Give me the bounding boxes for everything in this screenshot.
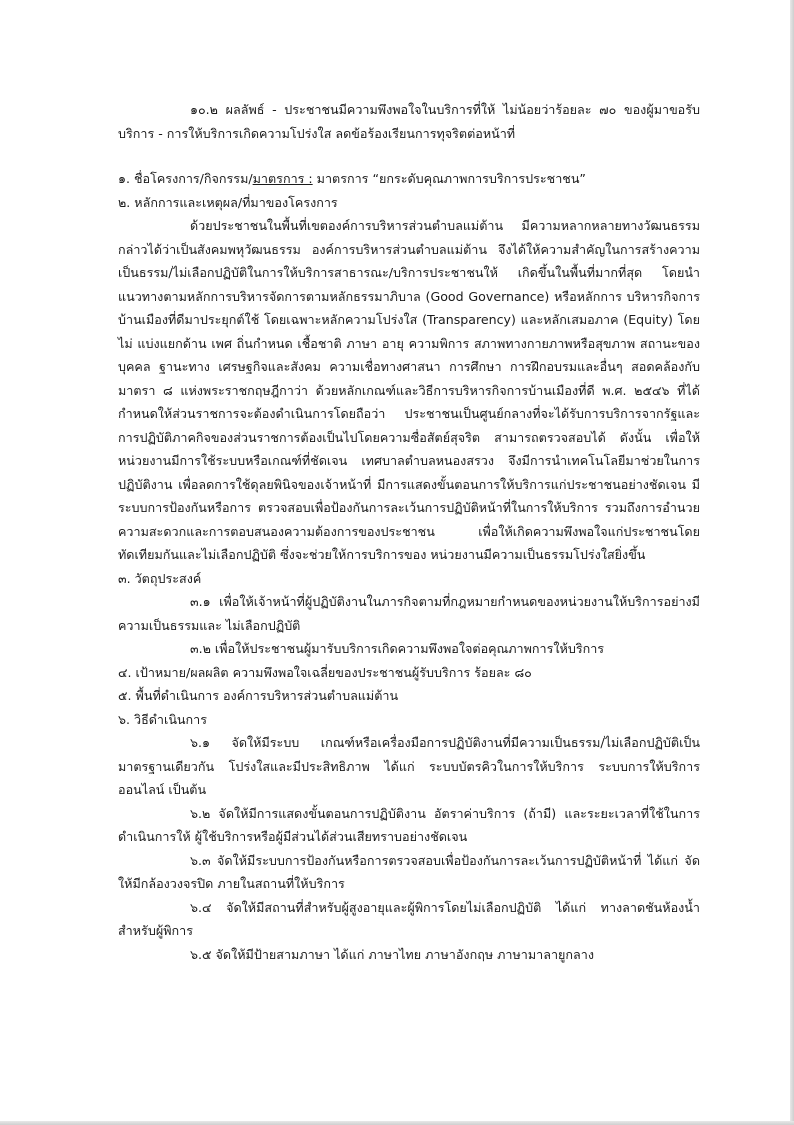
item3-2: ๓.๒ เพื่อให้ประชาชนผู้มารับบริการเกิดความพึงพอใจต่อคุณภาพการให้บริการ [190, 641, 605, 656]
item1-title [118, 167, 700, 191]
result-paragraph: ๑๐.๒ ผลลัพธ์ - ประชาชนมีความพึงพอใจในบริการที่ให้ ไม่น้อยว่าร้อยละ ๗๐ ของผู้มาขอรับบริการ - การให้บริการเกิดความโปร่งใส ลดข้อร้องเรียนการทุจริตต่อหน้าที่ [118, 102, 700, 141]
item6-1: ๖.๑ จัดให้มีระบบ เกณฑ์หรือเครื่องมือการปฏิบัติงานที่มีความเป็นธรรม/ไม่เลือกปฏิบัติเป็นมาตรฐานเดียวกัน โปร่งใสและมีประสิทธิภาพ ได้แก่ ระบบบัตรคิวในการให้บริการ ระบบการให้บริการออนไลน์ เป็นต้น [118, 735, 700, 797]
item2-body: ด้วยประชาชนในพื้นที่เขตองค์การบริหารส่วนตำบลแม่ต้าน มีความหลากหลายทางวัฒนธรรม กล่าวได้ว่าเป็นสังคมพหุวัฒนธรรม องค์การบริหารส่วนตำบลแม่ต้าน จึงได้ให้ความสำคัญในการสร้างความเป็นธรรม/ไม่เลือกปฏิบัติในการให้บริการสาธารณะ/บริการประชาชนให้ เกิดขึ้นในพื้นที่มากที่สุด โดยนำแนวทางตามหลักการบริหารจัดการตามหลักธรรมาภิบาล (Good Governance) หรือหลักการ บริหารกิจการบ้านเมืองที่ดีมาประยุกต์ใช้ โดยเฉพาะหลักความโปร่งใส (Transparency) และหลักเสมอภาค (Equity) โดยไม่ แบ่งแยกด้าน เพศ ถิ่นกำหนด เชื้อชาติ ภาษา อายุ ความพิการ สภาพทางกายภาพหรือสุขภาพ สถานะของบุคคล ฐานะทาง เศรษฐกิจและสังคม ความเชื่อทางศาสนา การศึกษา การฝึกอบรมและอื่นๆ สอดคล้องกับมาตรา ๘ แห่งพระราชกฤษฎีกาว่า ด้วยหลักเกณฑ์และวิธีการบริหารกิจการบ้านเมืองที่ดี พ.ศ. ๒๕๔๖ ที่ได้กำหนดให้ส่วนราชการจะต้องดำเนินการโดยถือว่า ประชาชนเป็นศูนย์กลางที่จะได้รับการบริการจากรัฐและการปฏิบัติภาคกิจของส่วนราชการต้องเป็นไปโดยความซื่อสัตย์สุจริต สามารถตรวจสอบได้ ดังนั้น เพื่อให้หน่วยงานมีการใช้ระบบหรือเกณฑ์ที่ชัดเจน เทศบาลตำบลหนองสรวง จึงมีการนำเทคโนโลยีมาช่วยในการปฏิบัติงาน เพื่อลดการใช้ดุลยพินิจของเจ้าหน้าที่ มีการแสดงขั้นตอนการให้บริการแก่ประชาชนอย่างชัดเจน มีระบบการป้องกันหรือการ ตรวจสอบเพื่อป้องกันการละเว้นการปฏิบัติหน้าที่ในการให้บริการ รวมถึงการอำนวยความสะดวกและการตอบสนองความต้องการของประชาชน เพื่อให้เกิดความพึงพอใจแก่ประชาชนโดยทัดเทียมกันและไม่เลือกปฏิบัติ ซึ่งจะช่วยให้การบริการของ หน่วยงานมีความเป็นธรรมโปร่งใสยิ่งขึ้น [118, 218, 700, 562]
item6-3: ๖.๓ จัดให้มีระบบการป้องกันหรือการตรวจสอบเพื่อป้องกันการละเว้นการปฏิบัติหน้าที่ ได้แก่ จัดให้มีกล้องวงจรปิด ภายในสถานที่ให้บริการ [118, 852, 700, 891]
item3-1: ๓.๑ เพื่อให้เจ้าหน้าที่ผู้ปฏิบัติงานในภารกิจตามที่กฎหมายกำหนดของหน่วยงานให้บริการอย่างมีความเป็นธรรมและ ไม่เลือกปฏิบัติ [118, 594, 700, 633]
item4: ๔. เป้าหมาย/ผลผลิต ความพึงพอใจเฉลี่ยของประชาชนผู้รับบริการ ร้อยละ ๘๐ [118, 664, 532, 680]
page-edge-shadow-bottom [0, 1121, 794, 1125]
item5: ๕. พื้นที่ดำเนินการ องค์การบริหารส่วนตำบลแม่ต้าน [118, 688, 399, 703]
item2-heading: ๒. หลักการและเหตุผล/ที่มาของโครงการ [118, 194, 338, 210]
page-edge-shadow [790, 0, 794, 1125]
item1-underlined: มาตรการ : [252, 171, 313, 186]
item6-heading: ๖. วิธีดำเนินการ [118, 711, 207, 727]
item6-4: ๖.๔ จัดให้มีสถานที่สำหรับผู้สูงอายุและผู้พิการโดยไม่เลือกปฏิบัติ ได้แก่ ทางลาดชันห้องน้ำสำหรับผู้พิการ [118, 899, 700, 938]
document-body [118, 98, 700, 966]
item1-suffix: มาตรการ “ยกระดับคุณภาพการบริการประชาชน” [312, 171, 586, 186]
item6-2: ๖.๒ จัดให้มีการแสดงขั้นตอนการปฏิบัติงาน อัตราค่าบริการ (ถ้ามี) และระยะเวลาที่ใช้ในการดำเนินการให้ ผู้ใช้บริการหรือผู้มีส่วนได้ส่วนเสียทราบอย่างชัดเจน [118, 805, 700, 844]
item3-heading: ๓. วัตถุประสงค์ [118, 570, 202, 586]
item6-5: ๖.๕ จัดให้มีป้ายสามภาษา ได้แก่ ภาษาไทย ภาษาอังกฤษ ภาษามาลายูกลาง [190, 946, 594, 962]
item1-prefix: ๑. ชื่อโครงการ/กิจกรรม/ [118, 171, 253, 186]
spacer [118, 145, 700, 167]
